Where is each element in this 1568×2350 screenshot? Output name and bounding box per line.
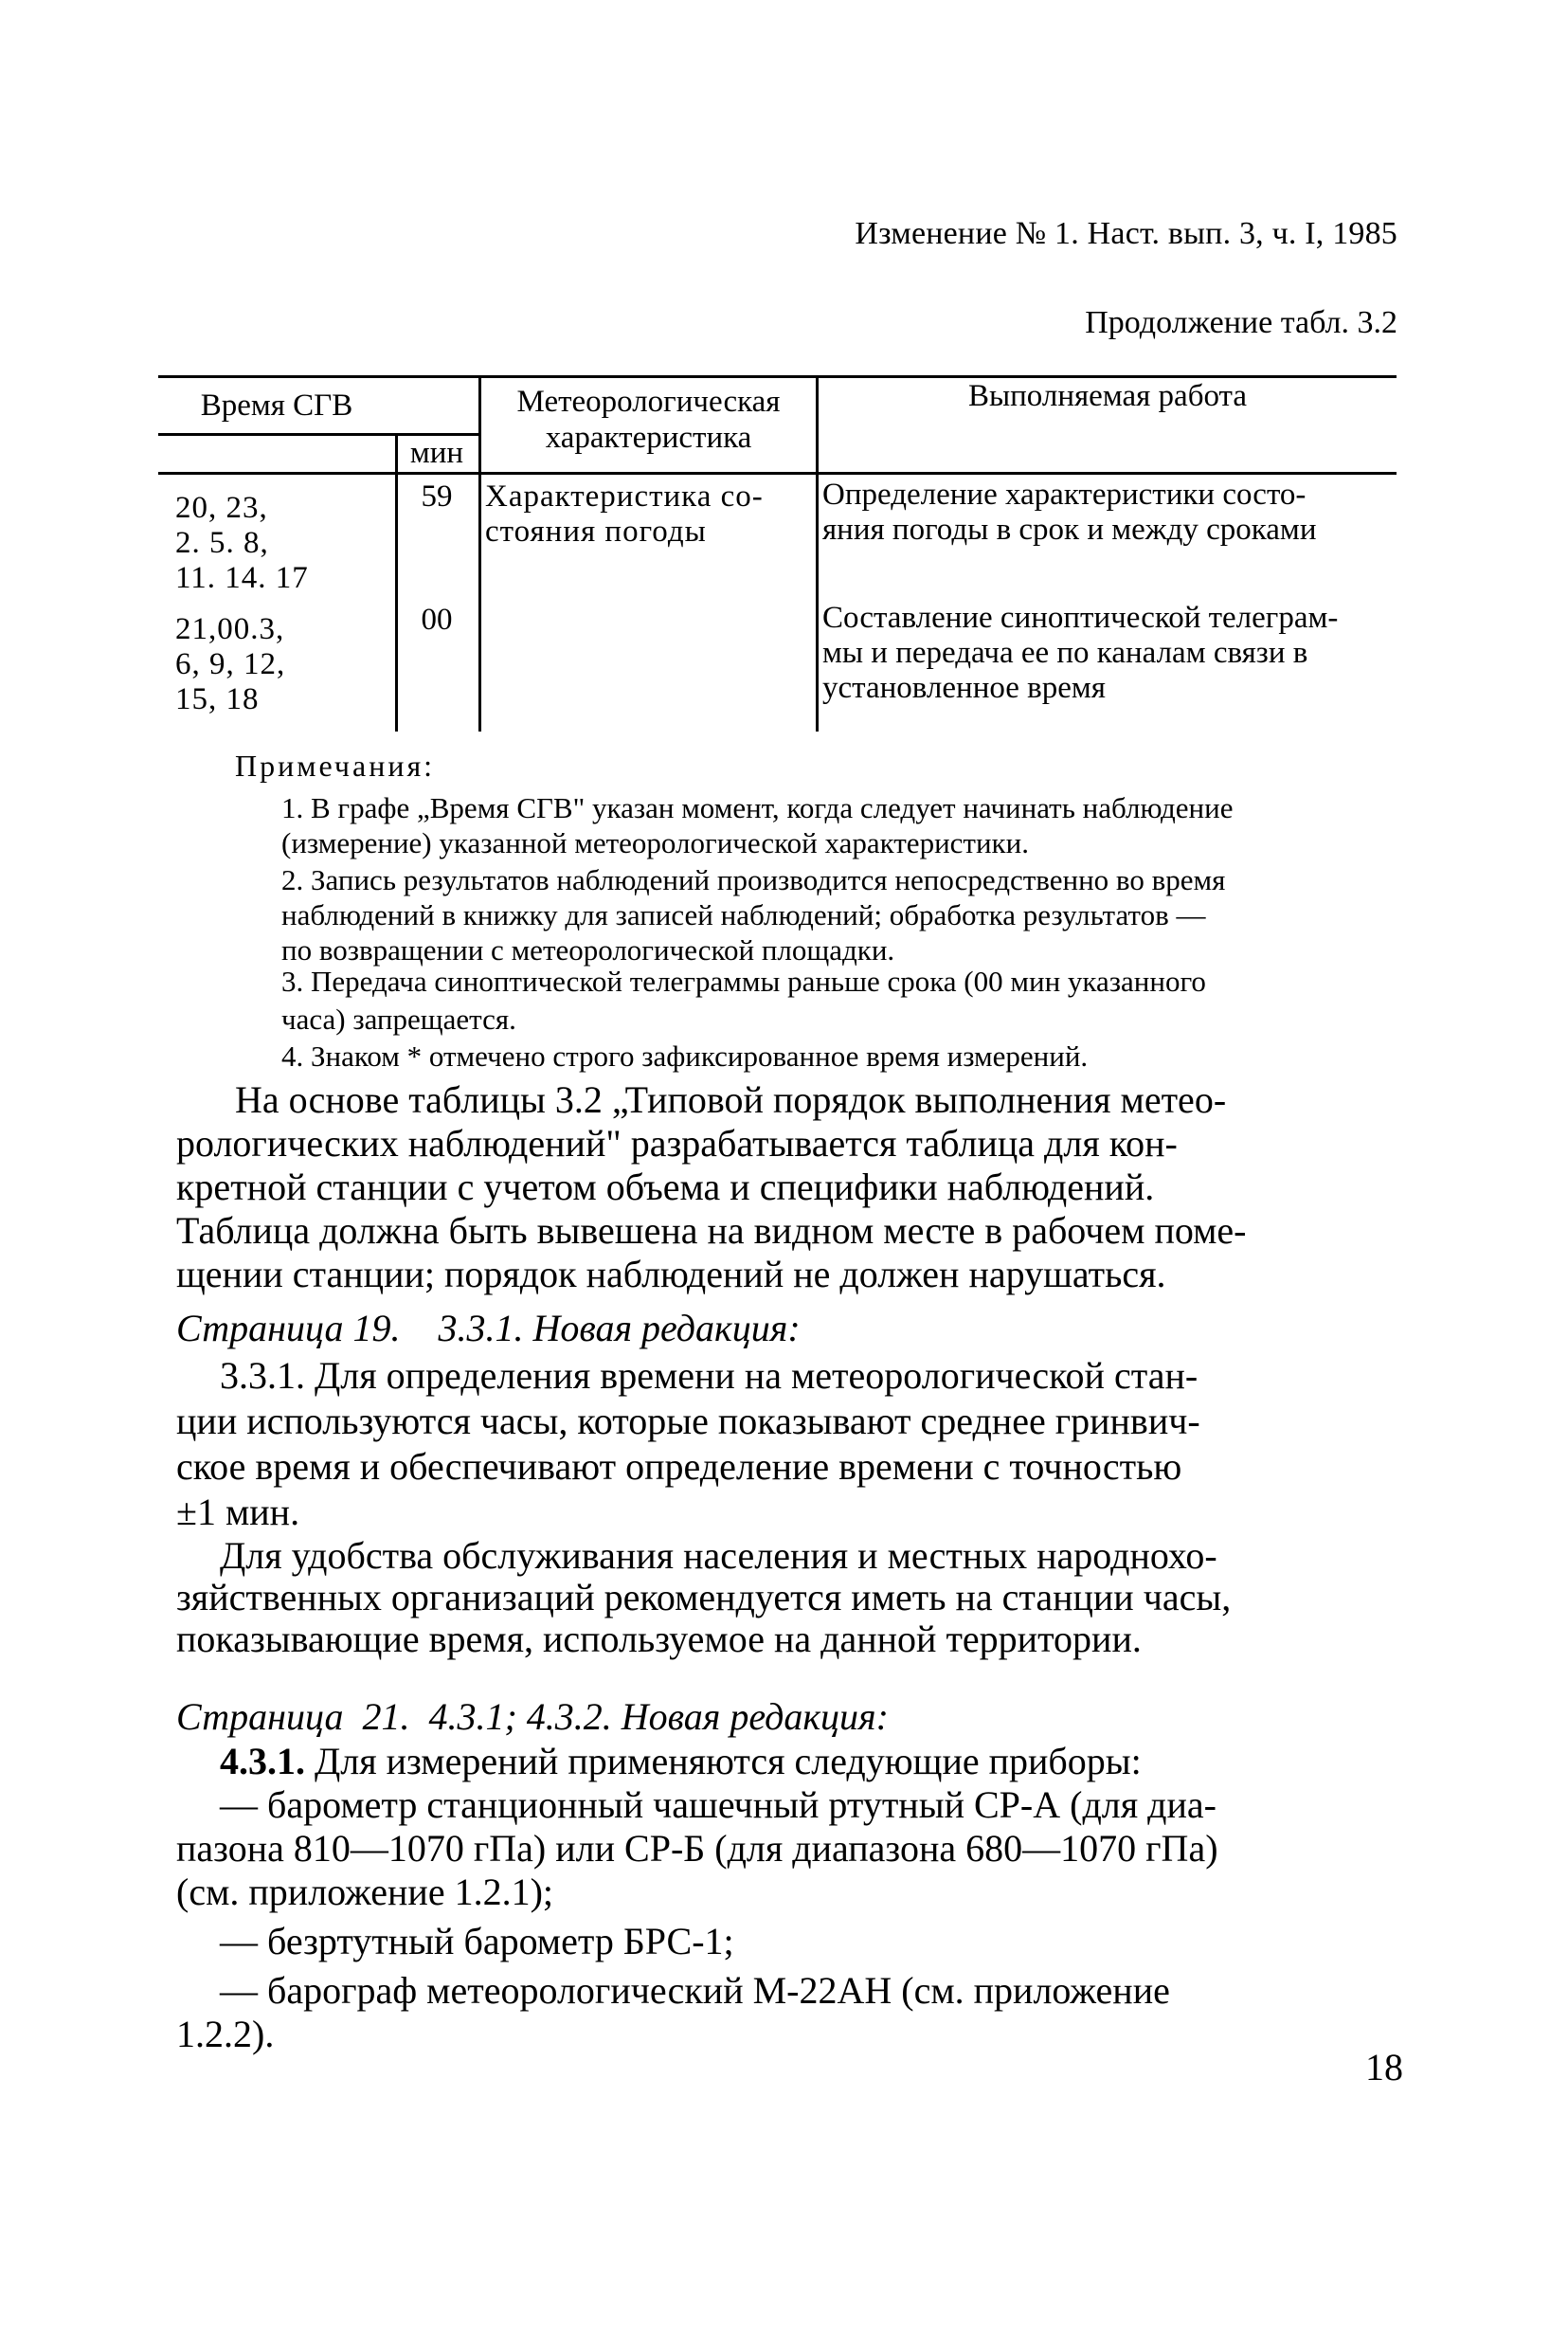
table-top-border <box>158 375 1397 378</box>
header-minutes: мин <box>409 436 464 470</box>
note-line: 4. Знаком * отмечено строго зафиксированное время измерений. <box>281 1039 1089 1073</box>
para-line: Таблица должна быть вывешена на видном месте в рабочем поме- <box>176 1209 1247 1252</box>
para-line: рологических наблюдений" разрабатывается таблица для кон- <box>176 1122 1178 1165</box>
row2-hours <box>175 612 285 717</box>
note-4 <box>281 1039 1399 1074</box>
clause-number: 4.3.1. <box>220 1740 305 1782</box>
row2-work-line: установленное время <box>822 671 1106 705</box>
note-line: 1. В графе „Время СГВ" указан момент, когда следует начинать наблюдение <box>281 791 1234 824</box>
clause-text: Для измерений применяются следующие приборы: <box>305 1740 1142 1782</box>
para-line: ±1 мин. <box>176 1491 300 1533</box>
instrument-item: — безртутный барометр БРС-1; <box>220 1920 734 1962</box>
schedule-table <box>158 373 1397 733</box>
instrument-item: — барометр станционный чашечный ртутный СР-А (для диа- <box>220 1783 1217 1826</box>
row2-work-line: Составление синоптической телеграм- <box>822 601 1339 635</box>
row1-characteristic-line: стояния погоды <box>485 515 707 549</box>
note-line: 2. Запись результатов наблюдений производится непосредственно во время <box>281 863 1226 896</box>
note-line: 3. Передача синоптической телеграммы раньше срока (00 мин указанного <box>281 965 1206 998</box>
note-3 <box>281 963 1399 1039</box>
work-column-divider <box>816 375 819 732</box>
para-line: показывающие время, используемое на данной территории. <box>176 1618 1142 1660</box>
row1-hours <box>175 491 309 596</box>
row2-work <box>822 601 1397 706</box>
instrument-item-cont: (см. приложение 1.2.1); <box>176 1871 554 1913</box>
row1-work <box>822 478 1397 548</box>
notes-title: Примечания: <box>235 749 436 783</box>
row2-hours-line: 15, 18 <box>175 682 260 716</box>
para-line: щении станции; порядок наблюдений не должен нарушаться. <box>176 1253 1166 1295</box>
header-bottom-border <box>158 472 1397 475</box>
row1-hours-line: 20, 23, <box>175 491 268 525</box>
note-2 <box>281 862 1399 967</box>
row2-hours-line: 21,00.3, <box>175 612 285 646</box>
para-line: ции используются часы, которые показывают среднее гринвич- <box>176 1400 1200 1442</box>
row1-hours-line: 11. 14. 17 <box>175 561 309 595</box>
row1-work-line: яния погоды в срок и между сроками <box>822 513 1317 547</box>
instrument-item: — барограф метеорологический М-22АН (см. приложение <box>220 1969 1170 2012</box>
header-characteristic-line2: характеристика <box>545 421 752 455</box>
note-1 <box>281 790 1399 860</box>
header-characteristic-line1: Метеорологическая <box>516 385 781 419</box>
note-line: по возвращении с метеорологической площадки. <box>281 933 895 967</box>
row2-minutes: 00 <box>421 603 453 637</box>
para-line: На основе таблицы 3.2 „Типовой порядок выполнения метео- <box>235 1078 1227 1121</box>
paragraph-local-clocks <box>176 1535 1402 1660</box>
header-work: Выполняемая работа <box>967 379 1248 413</box>
paragraph-table-usage <box>176 1078 1402 1296</box>
paragraph-4-3-1 <box>176 1740 1402 2056</box>
para-line: Для удобства обслуживания населения и местных народнохо- <box>220 1534 1217 1577</box>
change-note-header: Изменение № 1. Наст. вып. 3, ч. I, 1985 <box>855 216 1397 251</box>
para-line: ское время и обеспечивают определение времени с точностью <box>176 1445 1182 1488</box>
row1-characteristic-line: Характеристика со- <box>485 479 764 514</box>
header-time: Время СГВ <box>200 389 353 423</box>
row1-hours-line: 2. 5. 8, <box>175 526 269 560</box>
instrument-item-cont: 1.2.2). <box>176 2013 275 2055</box>
minutes-column-divider <box>395 433 398 732</box>
note-line: часа) запрещается. <box>281 1003 516 1036</box>
row1-characteristic <box>485 479 817 550</box>
section-heading-page21: Страница 21. 4.3.1; 4.3.2. Новая редакция: <box>176 1695 889 1738</box>
row2-hours-line: 6, 9, 12, <box>175 647 286 681</box>
section-heading-page19: Страница 19. 3.3.1. Новая редакция: <box>176 1307 801 1349</box>
note-line: (измерение) указанной метеорологической характеристики. <box>281 826 1029 859</box>
note-line: наблюдений в книжку для записей наблюдений; обработка результатов — <box>281 898 1206 931</box>
row1-work-line: Определение характеристики состо- <box>822 478 1307 512</box>
table-caption: Продолжение табл. 3.2 <box>1085 305 1397 340</box>
para-line: 3.3.1. Для определения времени на метеорологической стан- <box>220 1354 1199 1397</box>
row2-work-line: мы и передача ее по каналам связи в <box>822 636 1308 670</box>
para-line: зяйственных организаций рекомендуется иметь на станции часы, <box>176 1576 1232 1618</box>
paragraph-3-3-1 <box>176 1353 1402 1535</box>
instrument-item-cont: пазона 810—1070 гПа) или СР-Б (для диапазона 680—1070 гПа) <box>176 1827 1218 1870</box>
para-line: кретной станции с учетом объема и специфики наблюдений. <box>176 1166 1155 1208</box>
row1-minutes: 59 <box>421 479 453 514</box>
page-number: 18 <box>1365 2046 1403 2088</box>
